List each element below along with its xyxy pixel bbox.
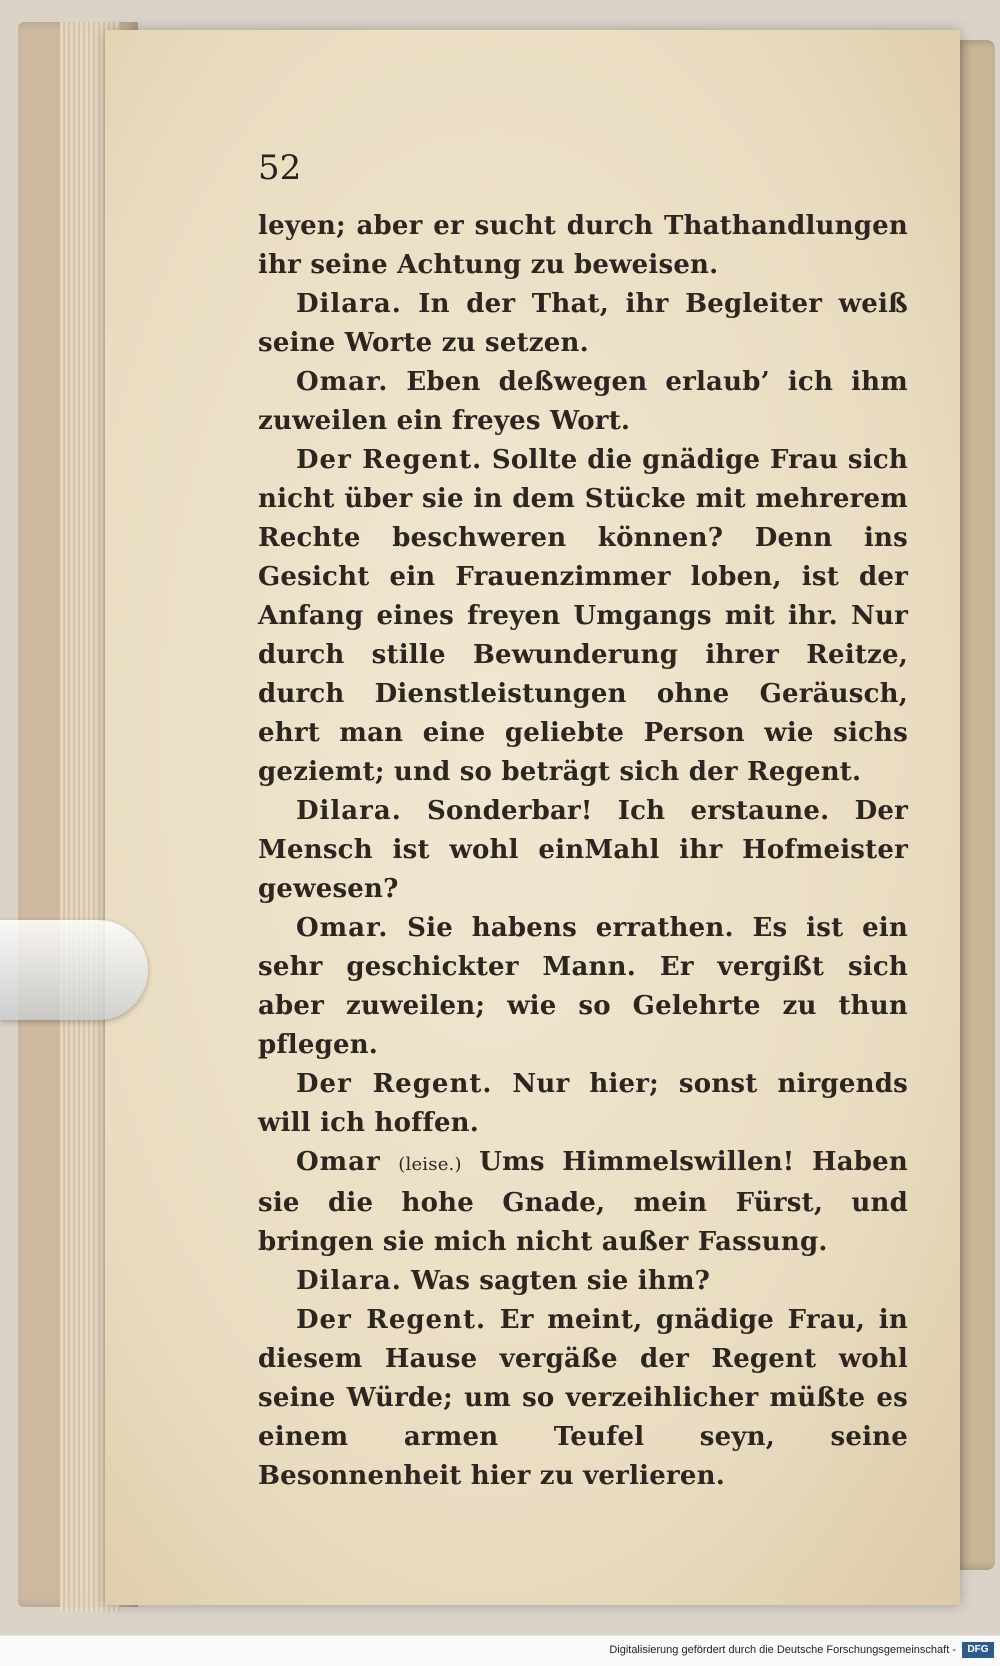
paragraph-text: Sollte die gnädige Frau sich nicht über sie in dem Stücke mit mehrerem Rechte beschweren können? Denn ins Gesicht ein Frauenzimmer loben, ist der Anfang eines freyen Umgangs mit ihr. Nur durch stille Bewunderung ihrer Reitze, durch Dienstleistungen ohne Geräusch, ehrt man eine geliebte Person wie sichs geziemt; und so beträgt sich der Regent. xyxy=(258,445,908,787)
paragraph-2 xyxy=(258,285,908,363)
paragraph-8 xyxy=(258,1143,908,1262)
speaker-name: Dilara. xyxy=(296,796,402,826)
paragraph-7 xyxy=(258,1065,908,1143)
paragraph-text: Sonderbar! Ich erstaune. Der Mensch ist wohl einMahl ihr Hofmeister gewesen? xyxy=(258,796,908,904)
paragraph-text: Sie habens errathen. Es ist ein sehr geschickter Mann. Er vergißt sich aber zuweilen; wie so Gelehrte zu thun pflegen. xyxy=(258,913,908,1060)
book-cover-right xyxy=(955,40,995,1570)
speaker-name: Omar. xyxy=(296,913,389,943)
paragraph-text: leyen; aber er sucht durch Thathandlungen ihr seine Achtung zu beweisen. xyxy=(258,211,908,280)
bookmark-clip xyxy=(0,920,148,1020)
paragraph-5 xyxy=(258,792,908,909)
speaker-name: Dilara. xyxy=(296,289,402,319)
funding-credit: Digitalisierung gefördert durch die Deutsche Forschungsgemeinschaft - xyxy=(609,1644,956,1656)
speaker-name: Omar. xyxy=(296,367,389,397)
paragraph-6 xyxy=(258,909,908,1065)
speaker-name: Dilara. xyxy=(296,1266,402,1296)
paragraph-1 xyxy=(258,207,908,285)
page-text xyxy=(258,207,908,1496)
speaker-name: Omar xyxy=(296,1147,381,1177)
paragraph-3 xyxy=(258,363,908,441)
stage-direction: (leise.) xyxy=(398,1154,462,1175)
speaker-name: Der Regent. xyxy=(296,445,483,475)
paragraph-text: In der That, ihr Begleiter weiß seine Worte zu setzen. xyxy=(258,289,908,358)
dfg-logo-icon: DFG xyxy=(962,1642,994,1658)
paragraph-text: Eben deßwegen erlaub’ ich ihm zuweilen ein freyes Wort. xyxy=(258,367,908,436)
paragraph-4 xyxy=(258,441,908,792)
paragraph-9 xyxy=(258,1262,908,1301)
paragraph-text: Was sagten sie ihm? xyxy=(411,1266,711,1296)
paragraph-10 xyxy=(258,1301,908,1496)
paragraph-text: Er meint, gnädige Frau, in diesem Hause vergäße der Regent wohl seine Würde; um so verzeihlicher müßte es einem armen Teufel seyn, seine Besonnenheit hier zu verlieren. xyxy=(258,1305,908,1491)
speaker-name: Der Regent. xyxy=(296,1305,487,1335)
speaker-name: Der Regent. xyxy=(296,1069,493,1099)
page-number: 52 xyxy=(258,148,302,188)
paragraph-text: Ums Himmelswillen! Haben sie die hohe Gnade, mein Fürst, und bringen sie mich nicht außer Fassung. xyxy=(258,1147,908,1257)
paragraph-text: Nur hier; sonst nirgends will ich hoffen. xyxy=(258,1069,908,1138)
digitization-footer xyxy=(0,1635,1000,1666)
